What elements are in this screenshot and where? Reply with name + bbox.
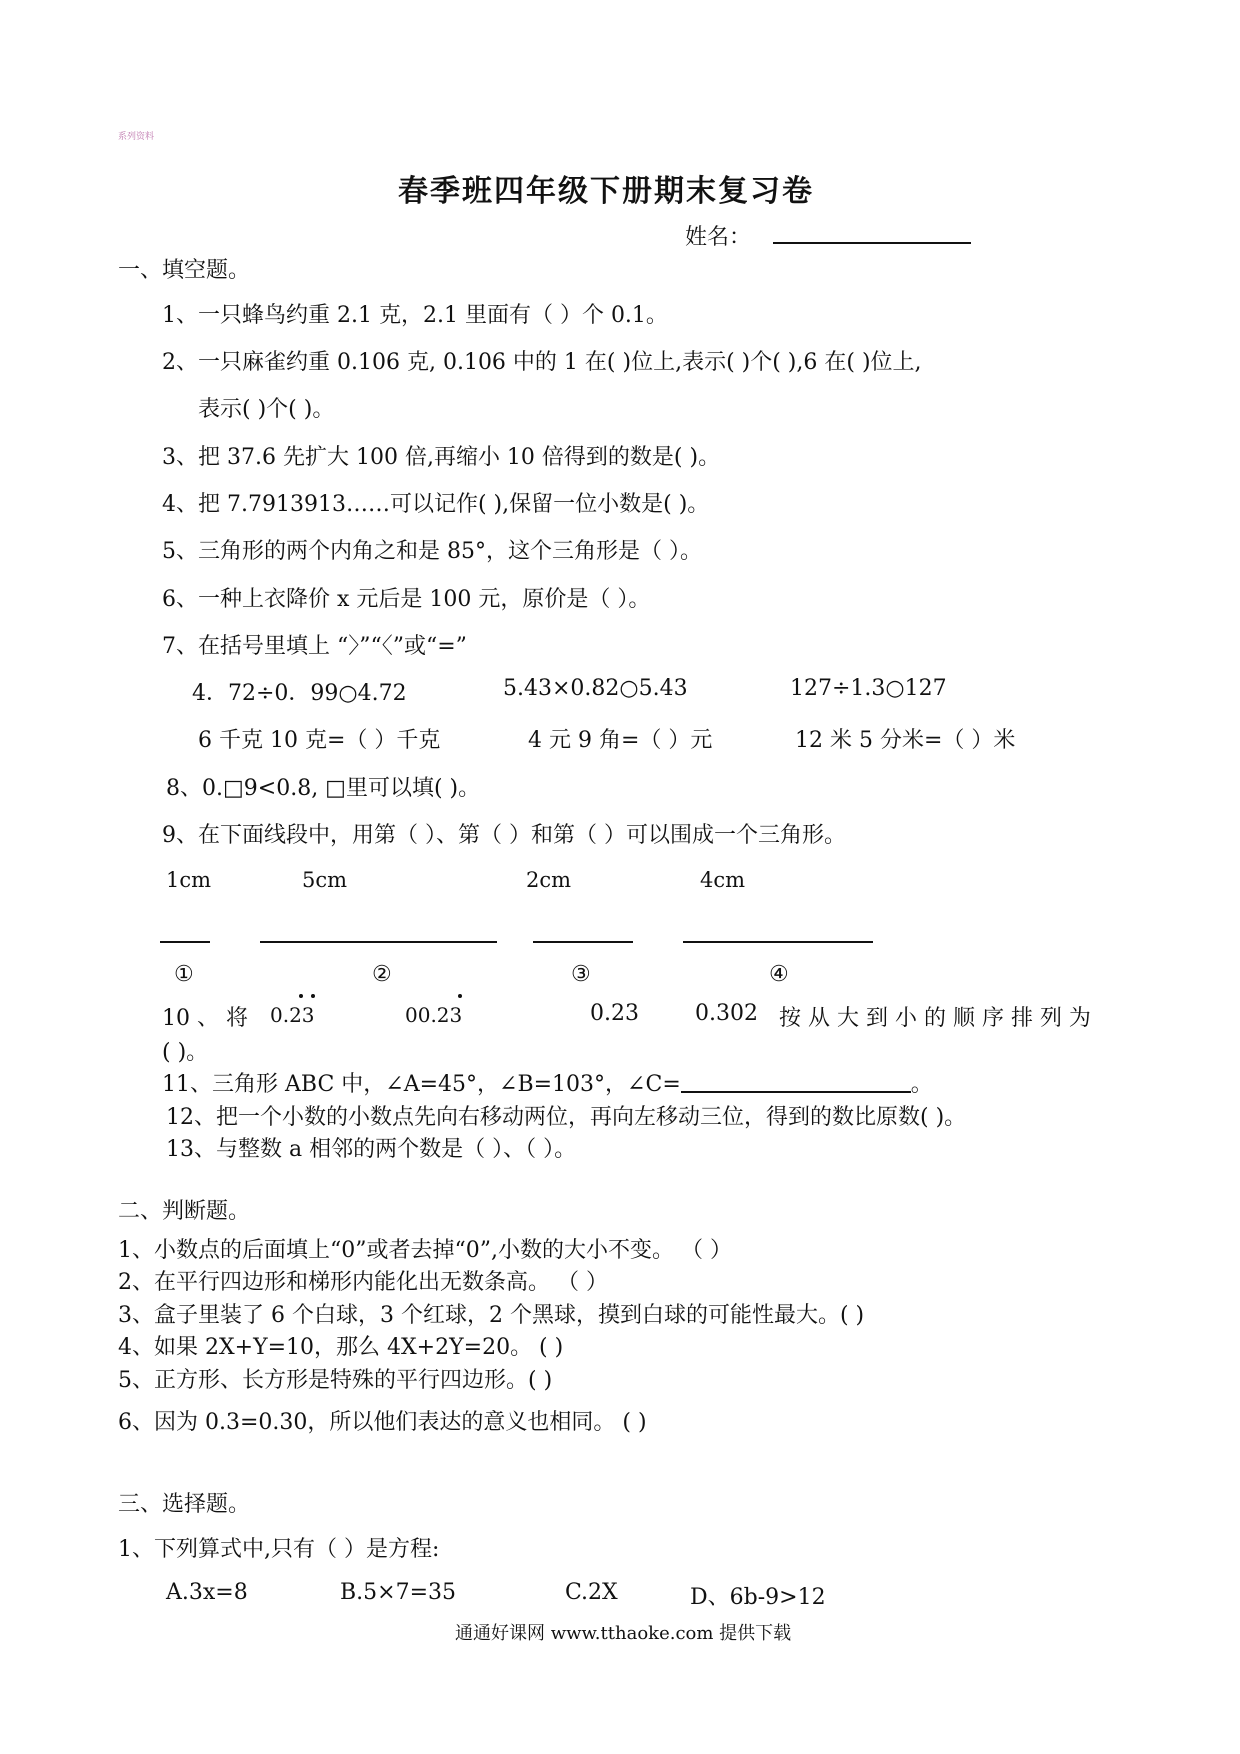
fill-q4: 4、把 7.7913913……可以记作( ),保留一位小数是( )。: [162, 492, 710, 517]
repeat-dot: [458, 994, 462, 998]
judge-item: 1、小数点的后面填上“0”或者去掉“0”,小数的大小不变。 （ ）: [118, 1238, 732, 1263]
choice-option: B.5×7=35: [340, 1580, 457, 1605]
fill-q7-item: 4 元 9 角=（ ）元: [528, 728, 713, 753]
segment-number: ②: [372, 962, 392, 987]
page-title: 春季班四年级下册期末复习卷: [398, 174, 814, 209]
fill-q10-suffix: 按 从 大 到 小 的 顺 序 排 列 为: [779, 1006, 1091, 1031]
judge-item: 6、因为 0.3=0.30，所以他们表达的意义也相同。 ( ): [118, 1410, 647, 1435]
fill-q13: 13、与整数 a 相邻的两个数是（ ）、（ ）。: [166, 1137, 577, 1162]
answer-blank-line: [681, 1071, 911, 1093]
fill-q10-number: 0.302: [695, 1001, 758, 1026]
fill-q7: 7、在括号里填上 “〉”“〈”或“=”: [162, 634, 467, 659]
segment-2: [260, 941, 497, 943]
fill-q7-item: 4．72÷0．99○4.72: [192, 681, 407, 706]
footer-credit: 通通好课网 www.tthaoke.com 提供下载: [455, 1623, 792, 1644]
segment-number: ①: [174, 962, 194, 987]
segment-label: 5cm: [302, 868, 348, 892]
fill-q10-number: 0.23: [590, 1001, 639, 1026]
fill-q7-item: 6 千克 10 克=（ ）千克: [198, 728, 441, 753]
section-fill-in-heading: 一、填空题。: [118, 258, 251, 283]
fill-q3: 3、把 37.6 先扩大 100 倍,再缩小 10 倍得到的数是( )。: [162, 445, 721, 470]
header-tag: 系列资料: [118, 132, 155, 142]
fill-q7-item: 12 米 5 分米=（ ）米: [795, 728, 1016, 753]
fill-q7-item: 127÷1.3○127: [790, 676, 947, 701]
segment-label: 4cm: [700, 868, 746, 892]
repeating-decimal: 0.23: [270, 1003, 315, 1027]
fill-q11: 11、三角形 ABC 中，∠A=45°，∠B=103°，∠C= 。: [162, 1072, 933, 1097]
fill-q1: 1、一只蜂鸟约重 2.1 克，2.1 里面有（ ）个 0.1。: [162, 303, 668, 328]
segment-label: 1cm: [166, 868, 212, 892]
fill-q5: 5、三角形的两个内角之和是 85°，这个三角形是（ ）。: [162, 539, 702, 564]
fill-q6: 6、一种上衣降价 x 元后是 100 元，原价是（ ）。: [162, 587, 651, 612]
choice-option: D、6b-9>12: [690, 1585, 826, 1610]
choice-option: C.2X: [565, 1580, 618, 1605]
fill-q2-line1: 2、一只麻雀约重 0.106 克, 0.106 中的 1 在( )位上,表示( )个( ),6 在( )位上,: [162, 350, 922, 375]
fill-q10-line2: ( )。: [162, 1040, 209, 1065]
fill-q2-line2: 表示( )个( )。: [198, 397, 335, 422]
repeat-dot: [311, 994, 315, 998]
judge-item: 4、如果 2X+Y=10，那么 4X+2Y=20。 ( ): [118, 1335, 564, 1360]
choice-q1: 1、下列算式中,只有（ ）是方程:: [118, 1537, 440, 1562]
segment-4: [683, 941, 873, 943]
segment-label: 2cm: [526, 868, 572, 892]
name-label: 姓名：: [685, 225, 752, 250]
judge-item: 2、在平行四边形和梯形内能化出无数条高。 （ ）: [118, 1270, 608, 1295]
fill-q12: 12、把一个小数的小数点先向右移动两位，再向左移动三位，得到的数比原数( )。: [166, 1105, 967, 1130]
segment-1: [160, 941, 210, 943]
fill-q9: 9、在下面线段中，用第（ ）、第（ ）和第（ ）可以围成一个三角形。: [162, 823, 846, 848]
segment-number: ③: [571, 962, 591, 987]
section-choice-heading: 三、选择题。: [118, 1492, 251, 1517]
repeating-decimal: 00.23: [405, 1003, 462, 1027]
section-judge-heading: 二、判断题。: [118, 1199, 251, 1224]
name-field: [685, 220, 971, 251]
judge-item: 3、盒子里装了 6 个白球，3 个红球，2 个黑球，摸到白球的可能性最大。( ): [118, 1303, 865, 1328]
fill-q7-item: 5.43×0.82○5.43: [503, 676, 688, 701]
fill-q10-number: [405, 1003, 462, 1027]
name-blank-line: [773, 226, 971, 244]
fill-q8: 8、0.□9<0.8, □里可以填( )。: [166, 776, 481, 801]
repeat-dot: [299, 994, 303, 998]
fill-q10-number: [270, 1003, 315, 1027]
fill-q10-prefix: 10 、 将: [162, 1006, 248, 1031]
judge-item: 5、正方形、长方形是特殊的平行四边形。( ): [118, 1368, 553, 1393]
segment-3: [533, 941, 633, 943]
choice-option: A.3x=8: [166, 1580, 248, 1605]
segment-number: ④: [769, 962, 789, 987]
